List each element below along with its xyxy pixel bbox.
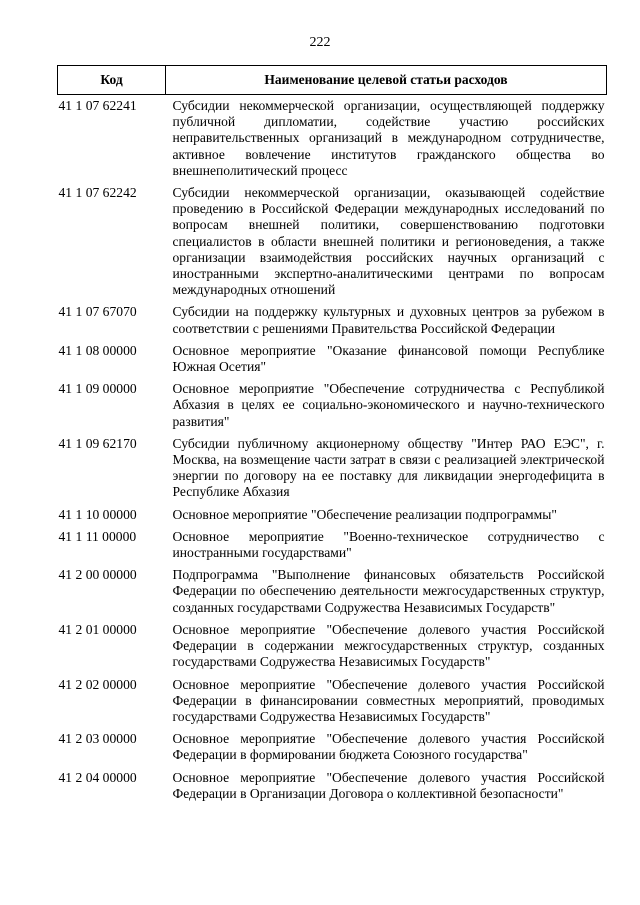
- table-row: [58, 95, 607, 183]
- table-row: [58, 674, 607, 729]
- table-header-row: [58, 66, 607, 95]
- table-row: [58, 378, 607, 433]
- row-name: Основное мероприятие "Обеспечение сотрудничества с Республикой Абхазия в целях ее социально-экономического и научно-технического развития": [172, 381, 605, 429]
- row-code: 41 2 04 00000: [58, 769, 137, 785]
- row-code: 41 1 07 62242: [58, 185, 137, 201]
- header-code: Код: [58, 66, 166, 95]
- row-name: Основное мероприятие "Оказание финансовой помощи Республике Южная Осетия": [172, 342, 605, 375]
- table-row: [58, 340, 607, 378]
- row-name: Основное мероприятие "Обеспечение долевого участия Российской Федерации в содержании межгосударственных структур, созданных государствами Содружества Независимых Государств": [172, 621, 605, 670]
- row-name: Основное мероприятие "Обеспечение долевого участия Российской Федерации в Организации Договора о коллективной безопасности": [172, 769, 605, 801]
- row-name: Субсидии на поддержку культурных и духовных центров за рубежом в соответствии с решениями Правительства Российской Федерации: [172, 304, 605, 336]
- table-row: [58, 433, 607, 504]
- table-row: [58, 564, 607, 619]
- row-code: 41 2 02 00000: [58, 676, 137, 692]
- row-name: Основное мероприятие "Военно-техническое сотрудничество с иностранными государствами": [172, 528, 605, 561]
- row-code: 41 2 00 00000: [58, 567, 137, 583]
- row-code: 41 1 08 00000: [58, 342, 137, 358]
- table-row: [58, 619, 607, 674]
- row-code: 41 1 07 62241: [58, 98, 137, 113]
- budget-table: [57, 65, 607, 805]
- row-code: 41 1 07 67070: [58, 304, 137, 320]
- table-row: [58, 767, 607, 805]
- row-name: Основное мероприятие "Обеспечение реализации подпрограммы": [172, 506, 557, 522]
- row-code: 41 1 10 00000: [58, 506, 137, 522]
- table-row: [58, 526, 607, 564]
- row-code: 41 1 11 00000: [58, 528, 137, 544]
- table-row: [58, 504, 607, 526]
- row-name: Основное мероприятие "Обеспечение долевого участия Российской Федерации в формировании бюджета Союзного государства": [172, 731, 605, 763]
- row-name: Подпрограмма "Выполнение финансовых обязательств Российской Федерации по обеспечению деятельности межгосударственных структур, созданных государствами Содружества Независимых Государств": [172, 567, 605, 615]
- header-name: Наименование целевой статьи расходов: [166, 66, 607, 95]
- table-row: [58, 301, 607, 339]
- row-name: Субсидии некоммерческой организации, оказывающей содействие проведению в Российской Федерации международных исследований по вопросам внешней политики, совершенствованию подготовки специалистов в области внешней политики и регионоведения, а также организации взаимодействия российских научных организаций с иностранными экспертно-аналитическими центрами по вопросам международных отношений: [172, 185, 605, 298]
- row-name: Субсидии некоммерческой организации, осуществляющей поддержку публичной дипломатии, содействие участию российских неправительственных организаций в международном сотрудничестве, активное вовлечение институтов гражданского общества во внешнеполитический процесс: [172, 98, 605, 178]
- row-code: 41 1 09 62170: [58, 435, 137, 451]
- row-code: 41 2 01 00000: [58, 621, 137, 637]
- row-name: Субсидии публичному акционерному обществу "Интер РАО ЕЭС", г. Москва, на возмещение части затрат в связи с реализацией электрической энергии по договору на ее поставку для ликвидации энергодефицита в Республике Абхазия: [172, 435, 605, 500]
- page-number: 222: [309, 35, 331, 50]
- table-row: [58, 182, 607, 301]
- table-row: [58, 728, 607, 766]
- row-code: 41 2 03 00000: [58, 731, 137, 747]
- row-name: Основное мероприятие "Обеспечение долевого участия Российской Федерации в финансировании совместных мероприятий, проводимых государствами Содружества Независимых Государств": [172, 676, 605, 724]
- budget-table-container: [57, 65, 607, 805]
- row-code: 41 1 09 00000: [58, 381, 137, 397]
